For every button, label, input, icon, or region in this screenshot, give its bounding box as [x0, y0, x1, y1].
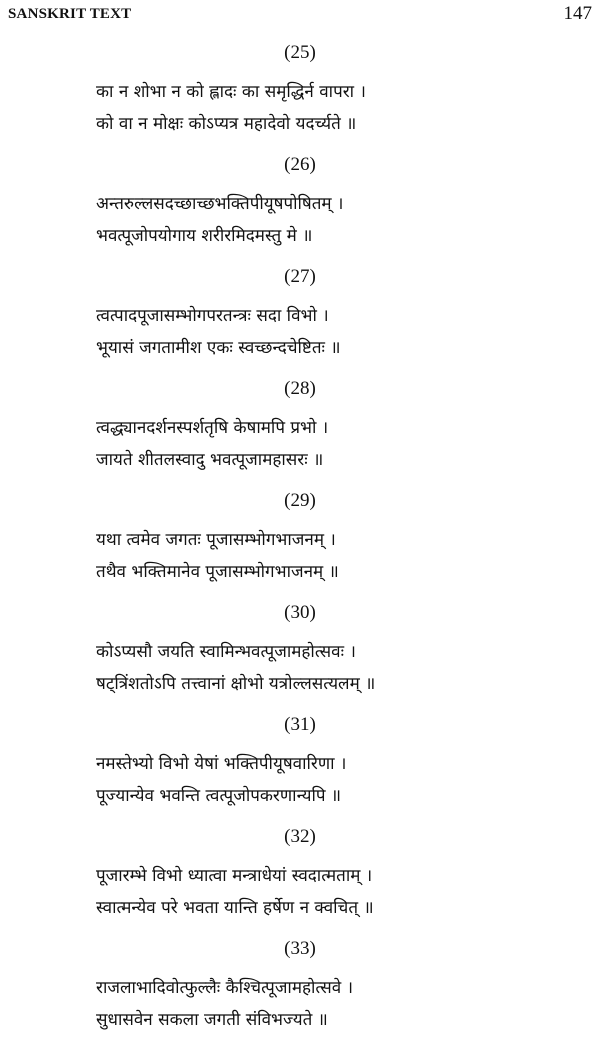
verse-31	[0, 714, 600, 826]
verse-line: भवत्पूजोपयोगाय शरीरमिदमस्तु मे ॥	[96, 226, 313, 246]
verse-number: (26)	[284, 154, 316, 175]
verse-number: (28)	[284, 378, 316, 399]
verse-line: नमस्तेभ्यो विभो येषां भक्तिपीयूषवारिणा ।	[96, 754, 347, 774]
verse-32	[0, 826, 600, 938]
verse-25	[0, 42, 600, 154]
verse-number: (25)	[284, 42, 316, 63]
verse-line: कोऽप्यसौ जयति स्वामिन्भवत्पूजामहोत्सवः ।	[96, 642, 356, 662]
verse-line: का न शोभा न को ह्लादः का समृद्धिर्न वापरा ।	[96, 82, 366, 102]
running-head: SANSKRIT TEXT	[8, 6, 132, 22]
verse-line: पूजारम्भे विभो ध्यात्वा मन्त्राधेयां स्वदात्मताम् ।	[96, 866, 373, 886]
verse-line: राजलाभादिवोत्फुल्लैः कैश्चित्पूजामहोत्सवे ।	[96, 978, 354, 998]
verse-line: त्वत्पादपूजासम्भोगपरतन्त्रः सदा विभो ।	[96, 306, 329, 326]
verse-line: पूज्यान्येव भवन्ति त्वत्पूजोपकरणान्यपि ॥	[96, 786, 342, 806]
verse-28	[0, 378, 600, 490]
verse-line: को वा न मोक्षः कोऽप्यत्र महादेवो यदर्च्यते ॥	[96, 114, 357, 134]
verse-line: भूयासं जगतामीश एकः स्वच्छन्दचेष्टितः ॥	[96, 338, 341, 358]
verse-line: तथैव भक्तिमानेव पूजासम्भोगभाजनम् ॥	[96, 562, 339, 582]
page-number: 147	[563, 3, 592, 24]
verse-line: अन्तरुल्लसदच्छाच्छभक्तिपीयूषपोषितम् ।	[96, 194, 344, 214]
verse-number: (29)	[284, 490, 316, 511]
verse-line: षट्त्रिंशतोऽपि तत्त्वानां क्षोभो यत्रोल्लसत्यलम् ॥	[96, 674, 376, 694]
verse-30	[0, 602, 600, 714]
verse-26	[0, 154, 600, 266]
verse-line: त्वद्ध्यानदर्शनस्पर्शतृषि केषामपि प्रभो ।	[96, 418, 329, 438]
verse-number: (31)	[284, 714, 316, 735]
verse-list	[0, 42, 600, 1050]
verse-number: (27)	[284, 266, 316, 287]
verse-line: जायते शीतलस्वादु भवत्पूजामहासरः ॥	[96, 450, 324, 470]
verse-line: यथा त्वमेव जगतः पूजासम्भोगभाजनम् ।	[96, 530, 336, 550]
page-header	[0, 0, 600, 30]
verse-line: सुधासवेन सकला जगती संविभज्यते ॥	[96, 1010, 328, 1030]
verse-number: (33)	[284, 938, 316, 959]
verse-33	[0, 938, 600, 1050]
verse-number: (32)	[284, 826, 316, 847]
verse-line: स्वात्मन्येव परे भवता यान्ति हर्षेण न क्वचित् ॥	[96, 898, 374, 918]
verse-27	[0, 266, 600, 378]
verse-29	[0, 490, 600, 602]
verse-number: (30)	[284, 602, 316, 623]
